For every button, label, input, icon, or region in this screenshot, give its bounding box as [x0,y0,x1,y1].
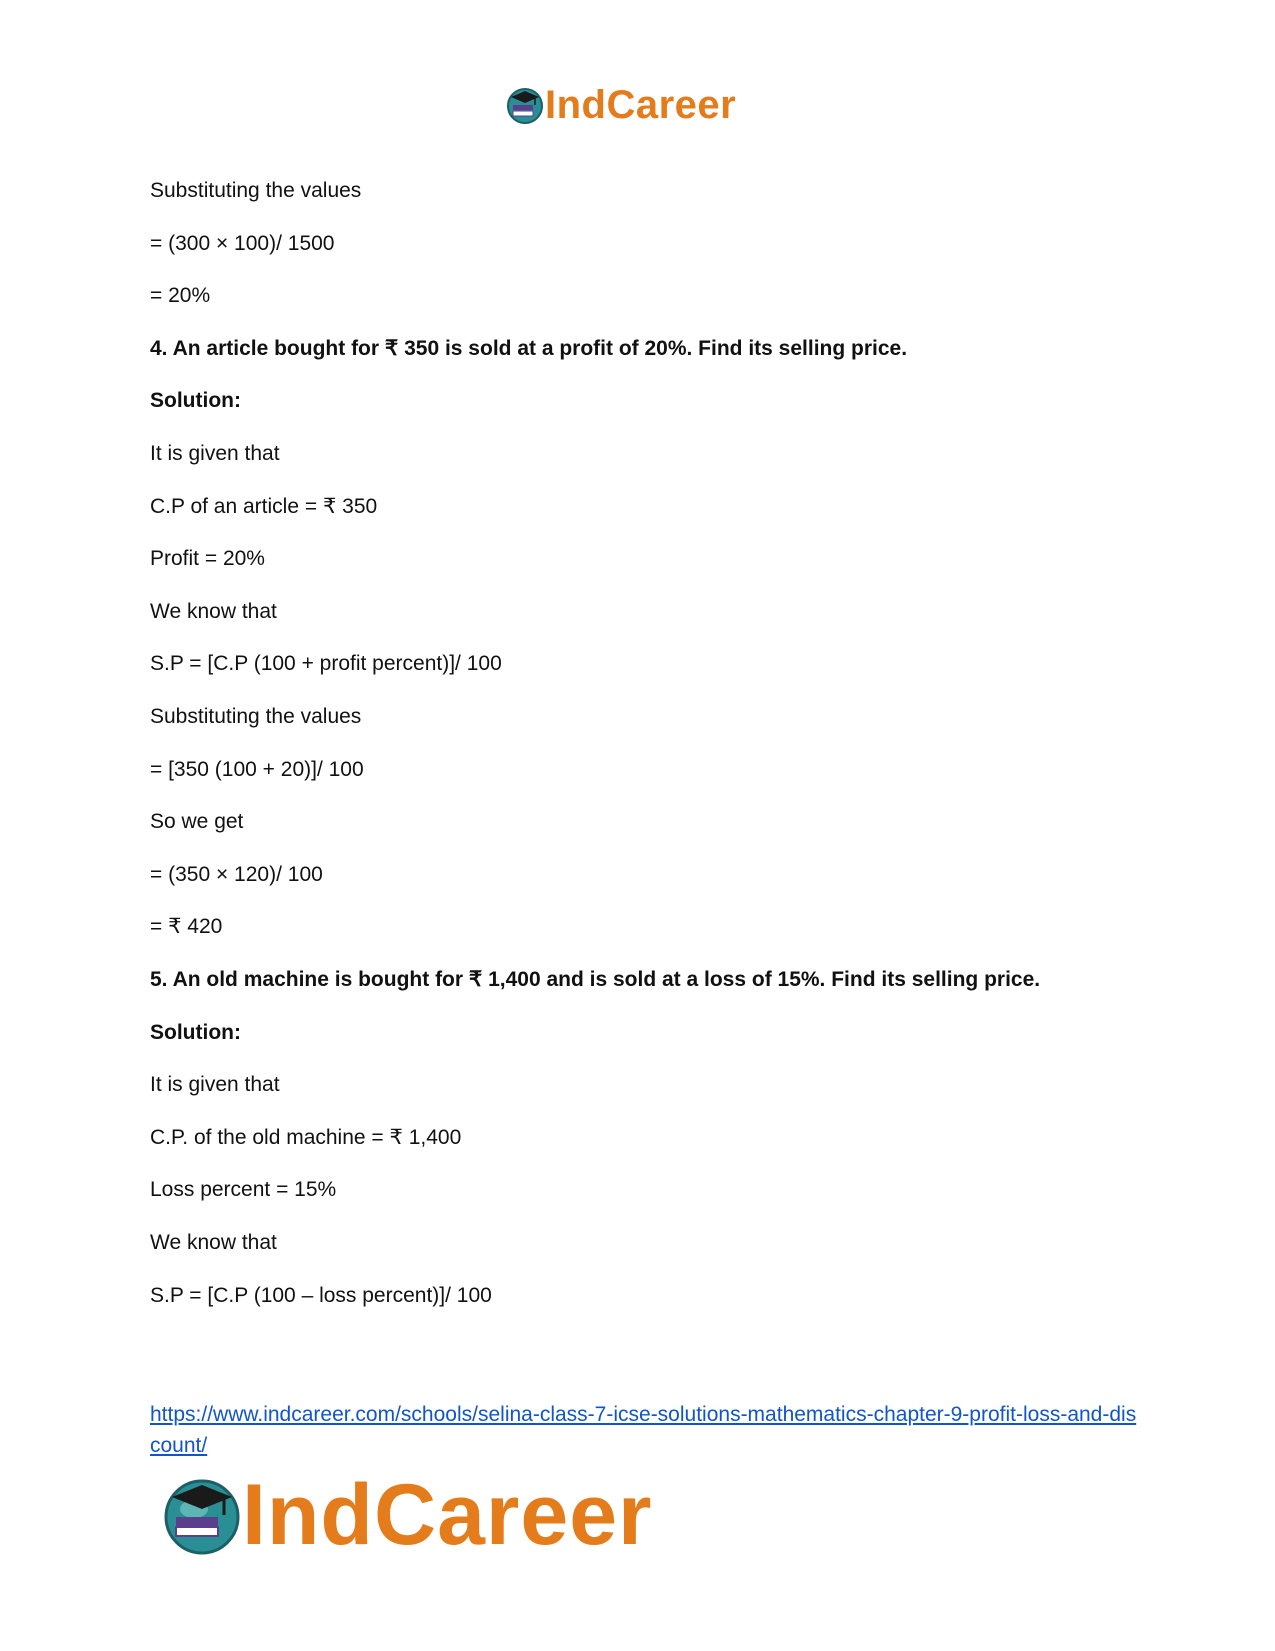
text-line: C.P. of the old machine = ₹ 1,400 [150,1126,462,1149]
header-brand-text: IndCareer [545,83,737,127]
text-line: We know that [150,600,277,623]
bold-text-line: 4. An article bought for ₹ 350 is sold at a profit of 20%. Find its selling price. [150,337,908,360]
text-line: = ₹ 420 [150,915,223,938]
bold-text-line: Solution: [150,1021,241,1044]
footer-logo [160,1467,653,1563]
text-line: S.P = [C.P (100 + profit percent)]/ 100 [150,652,502,675]
text-line: It is given that [150,1073,280,1096]
header-logo [505,80,736,130]
text-line: Loss percent = 15% [150,1178,337,1201]
text-line: = (300 × 100)/ 1500 [150,232,335,255]
text-line: We know that [150,1231,277,1254]
source-link[interactable]: https://www.indcareer.com/schools/selina-class-7-icse-solutions-mathematics-chapter-9-profit-loss-and-discount/ [150,1403,1137,1457]
footer-brand-text: IndCareer [242,1467,653,1563]
text-line: S.P = [C.P (100 – loss percent)]/ 100 [150,1284,492,1307]
text-line: = [350 (100 + 20)]/ 100 [150,758,364,781]
text-line: = (350 × 120)/ 100 [150,863,323,886]
text-line: So we get [150,810,244,833]
globe-graduation-cap-icon [505,85,545,125]
text-line: = 20% [150,284,211,307]
text-line: C.P of an article = ₹ 350 [150,495,378,518]
text-line: Profit = 20% [150,547,265,570]
bold-text-line: Solution: [150,389,241,412]
text-line: Substituting the values [150,179,362,202]
text-line: It is given that [150,442,280,465]
text-line: Substituting the values [150,705,362,728]
bold-text-line: 5. An old machine is bought for ₹ 1,400 and is sold at a loss of 15%. Find its selling price. [150,968,1041,991]
globe-graduation-cap-icon [160,1473,244,1557]
